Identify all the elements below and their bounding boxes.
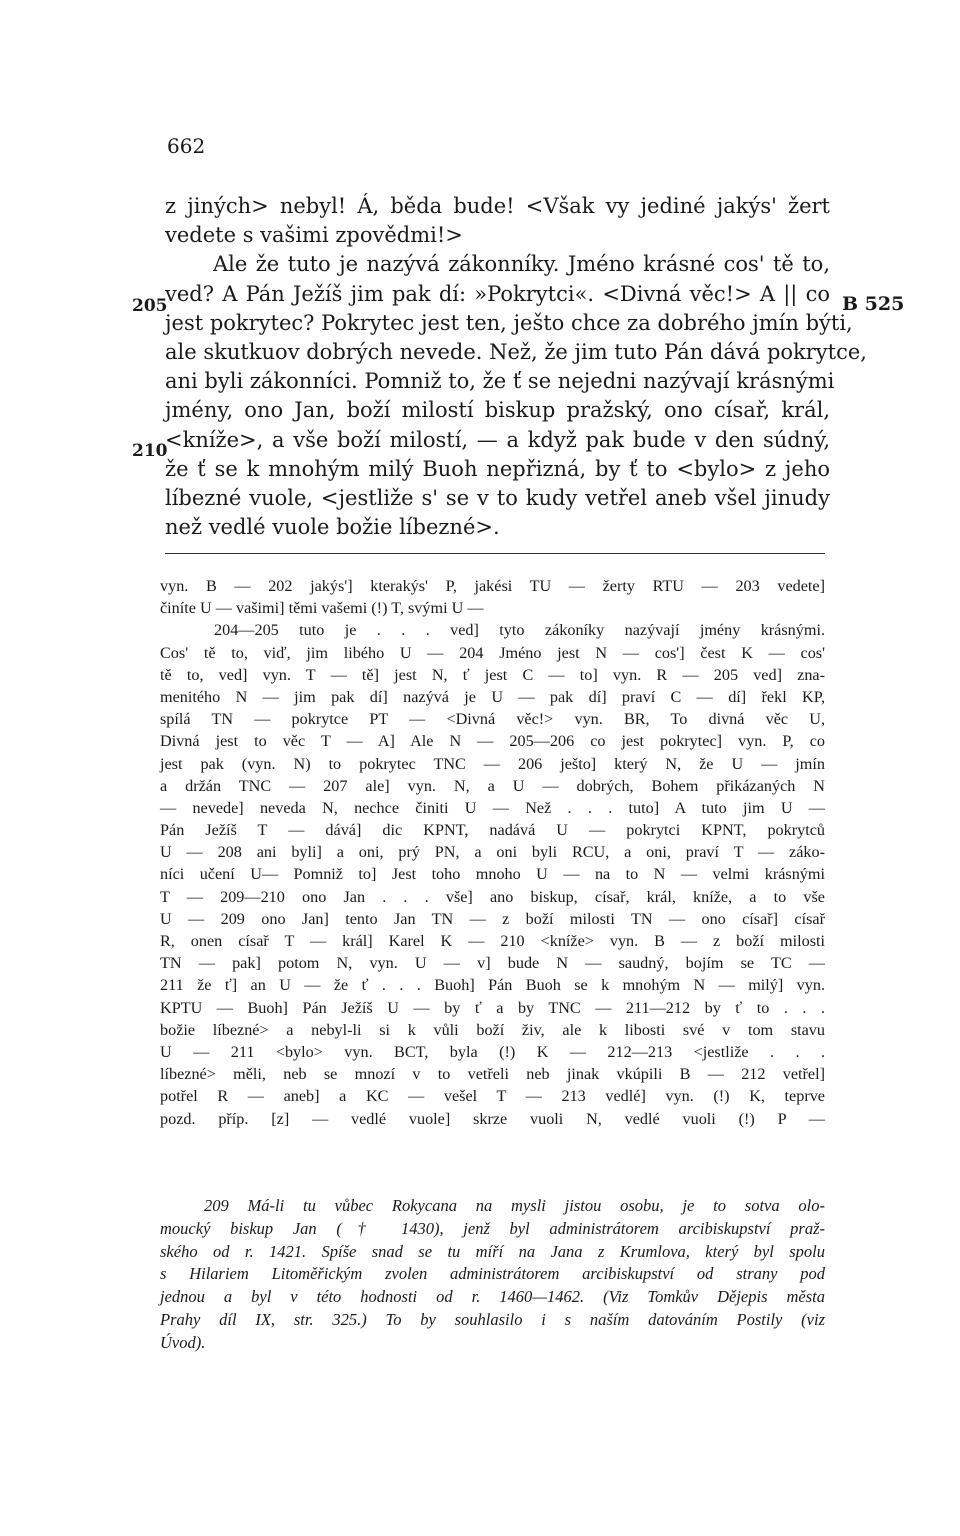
note-line: Prahy díl IX, str. 325.) To by souhlasilo i s naším datováním Postily (viz: [160, 1309, 825, 1329]
apparatus-line: božie líbezné> a nebyl-li si k vůli boží živ, ale k libosti své v tom stavu: [160, 1020, 825, 1039]
apparatus-line: R, onen císař T — král] Karel K — 210 <kníže> vyn. B — z boží milosti: [160, 932, 825, 950]
main-text-line: jest pokrytec? Pokrytec jest ten, ješto chce za dobrého jmín býti,: [165, 310, 853, 335]
line-number-210: 210: [132, 441, 168, 461]
page-number: 662: [167, 134, 206, 158]
main-text-line: jmény, ono Jan, boží milostí biskup pražský, ono císař, král,: [165, 398, 830, 423]
apparatus-line: vyn. B — 202 jakýs'] kterakýs' P, jakési TU — žerty RTU — 203 vedete]: [160, 577, 825, 595]
apparatus-line: Divná jest to věc T — A] Ale N — 205—206 co jest pokrytec] vyn. P, co: [160, 732, 825, 751]
main-text-line: Ale že tuto je nazývá zákonníky. Jméno krásné cos' tě to,: [213, 252, 830, 277]
main-text-line: <kníže>, a vše boží milostí, — a když pak bude v den súdný,: [165, 427, 830, 452]
main-text-line: ani byli zákonníci. Pomniž to, že ť se nejedni nazývají krásnými: [165, 369, 835, 394]
apparatus-line: potřel R — aneb] a KC — vešel T — 213 vedlé] vyn. (!) K, teprve: [160, 1087, 825, 1106]
apparatus-line: pozd. příp. [z] — vedlé vuole] skrze vuoli N, vedlé vuoli (!) P —: [160, 1109, 825, 1128]
critical-apparatus: [160, 575, 825, 1130]
apparatus-line: TN — pak] potom N, vyn. U — v] bude N — saudný, bojím se TC —: [160, 954, 825, 973]
note-line: jednou a byl v této hodnosti od r. 1460—1462. (Viz Tomkův Dějepis města: [160, 1287, 825, 1307]
apparatus-line: Cos' tě to, viď, jim libého U — 204 Jméno jest N — cos'] čest K — cos': [160, 643, 825, 662]
apparatus-line: U — 209 ono Jan] tento Jan TN — z boží milosti TN — ono císař] císař: [160, 909, 825, 928]
note-line: Úvod).: [160, 1332, 206, 1352]
apparatus-line: tě to, ved] vyn. T — tě] jest N, ť jest C — to] vyn. R — 205 ved] zna-: [160, 665, 825, 684]
apparatus-line: 211 že ť] an U — že ť . . . Buoh] Pán Buoh se k mnohým N — milý] vyn.: [160, 976, 825, 995]
main-text-line: z jiných> nebyl! Á, běda bude! <Však vy jediné jakýs' žert: [165, 194, 830, 218]
main-text-line: že ť se k mnohým milý Buoh nepřizná, by ť to <bylo> z jeho: [165, 456, 830, 481]
main-text-line: ale skutkuov dobrých nevede. Než, že jim tuto Pán dává pokrytce,: [165, 339, 867, 364]
apparatus-line: KPTU — Buoh] Pán Ježíš U — by ť a by TNC — 211—212 by ť to . . .: [160, 998, 825, 1017]
note-line: 209 Má-li tu vůbec Rokycana na mysli jistou osobu, je to sotva olo-: [204, 1196, 825, 1215]
apparatus-line: líbezné> měli, neb se mnozí v to vetřeli neb jinak vkúpili B — 212 vetřel]: [160, 1065, 825, 1084]
apparatus-line: činíte U — vašimi] těmi vašemi (!) T, svými U —: [160, 599, 484, 618]
main-text-line: ved? A Pán Ježíš jim pak dí: »Pokrytci«. <Divná věc!> A || co: [165, 281, 830, 306]
apparatus-line: U — 211 <bylo> vyn. BCT, byla (!) K — 212—213 <jestliže . . .: [160, 1042, 825, 1061]
apparatus-line: Pán Ježíš T — dává] dic KPNT, nadává U — pokrytci KPNT, pokrytců: [160, 821, 825, 840]
apparatus-line: menitého N — jim pak dí] nazývá je U — pak dí] praví C — dí] řekl KP,: [160, 687, 825, 706]
main-text-line: než vedlé vuole božie líbezné>.: [165, 515, 500, 540]
main-text-line: vedete s vašimi zpovědmi!>: [165, 223, 463, 248]
note-line: moucký biskup Jan († 1430), jenž byl administrátorem arcibiskupství praž-: [160, 1218, 825, 1238]
apparatus-line: U — 208 ani byli] a oni, prý PN, a oni byli RCU, a oni, praví T — záko-: [160, 843, 825, 862]
main-text-line: líbezné vuole, <jestliže s' se v to kudy vetřel aneb všel jinudy: [165, 485, 830, 510]
line-number-205: 205: [132, 296, 168, 316]
main-text: [165, 192, 867, 542]
note-line: s Hilariem Litoměřickým zvolen administrátorem arcibiskupství od strany pod: [160, 1264, 825, 1284]
note-line: ského od r. 1421. Spíše snad se tu míří na Jana z Krumlova, který byl spolu: [160, 1241, 825, 1261]
apparatus-line: T — 209—210 ono Jan . . . vše] ano biskup, císař, král, kníže, a to vše: [160, 887, 825, 906]
margin-manuscript-reference: B 525: [842, 293, 905, 315]
apparatus-line: níci učení U— Pomniž to] Jest toho mnoho U — na to N — velmi krásnými: [160, 865, 825, 884]
apparatus-line: — nevede] neveda N, nechce činiti U — Než . . . tuto] A tuto jim U —: [160, 798, 825, 817]
apparatus-line: a držán TNC — 207 ale] vyn. N, a U — dobrých, Bohem přikázaných N: [160, 776, 825, 795]
apparatus-line: 204—205 tuto je . . . ved] tyto zákoníky nazývají jmény krásnými.: [214, 621, 825, 640]
apparatus-line: spílá TN — pokrytce PT — <Divná věc!> vyn. BR, To divná věc U,: [160, 710, 825, 729]
separator-rule: [165, 553, 825, 554]
commentary-note: [160, 1195, 825, 1355]
apparatus-line: jest pak (vyn. N) to pokrytec TNC — 206 ješto] který N, že U — jmín: [160, 754, 825, 773]
